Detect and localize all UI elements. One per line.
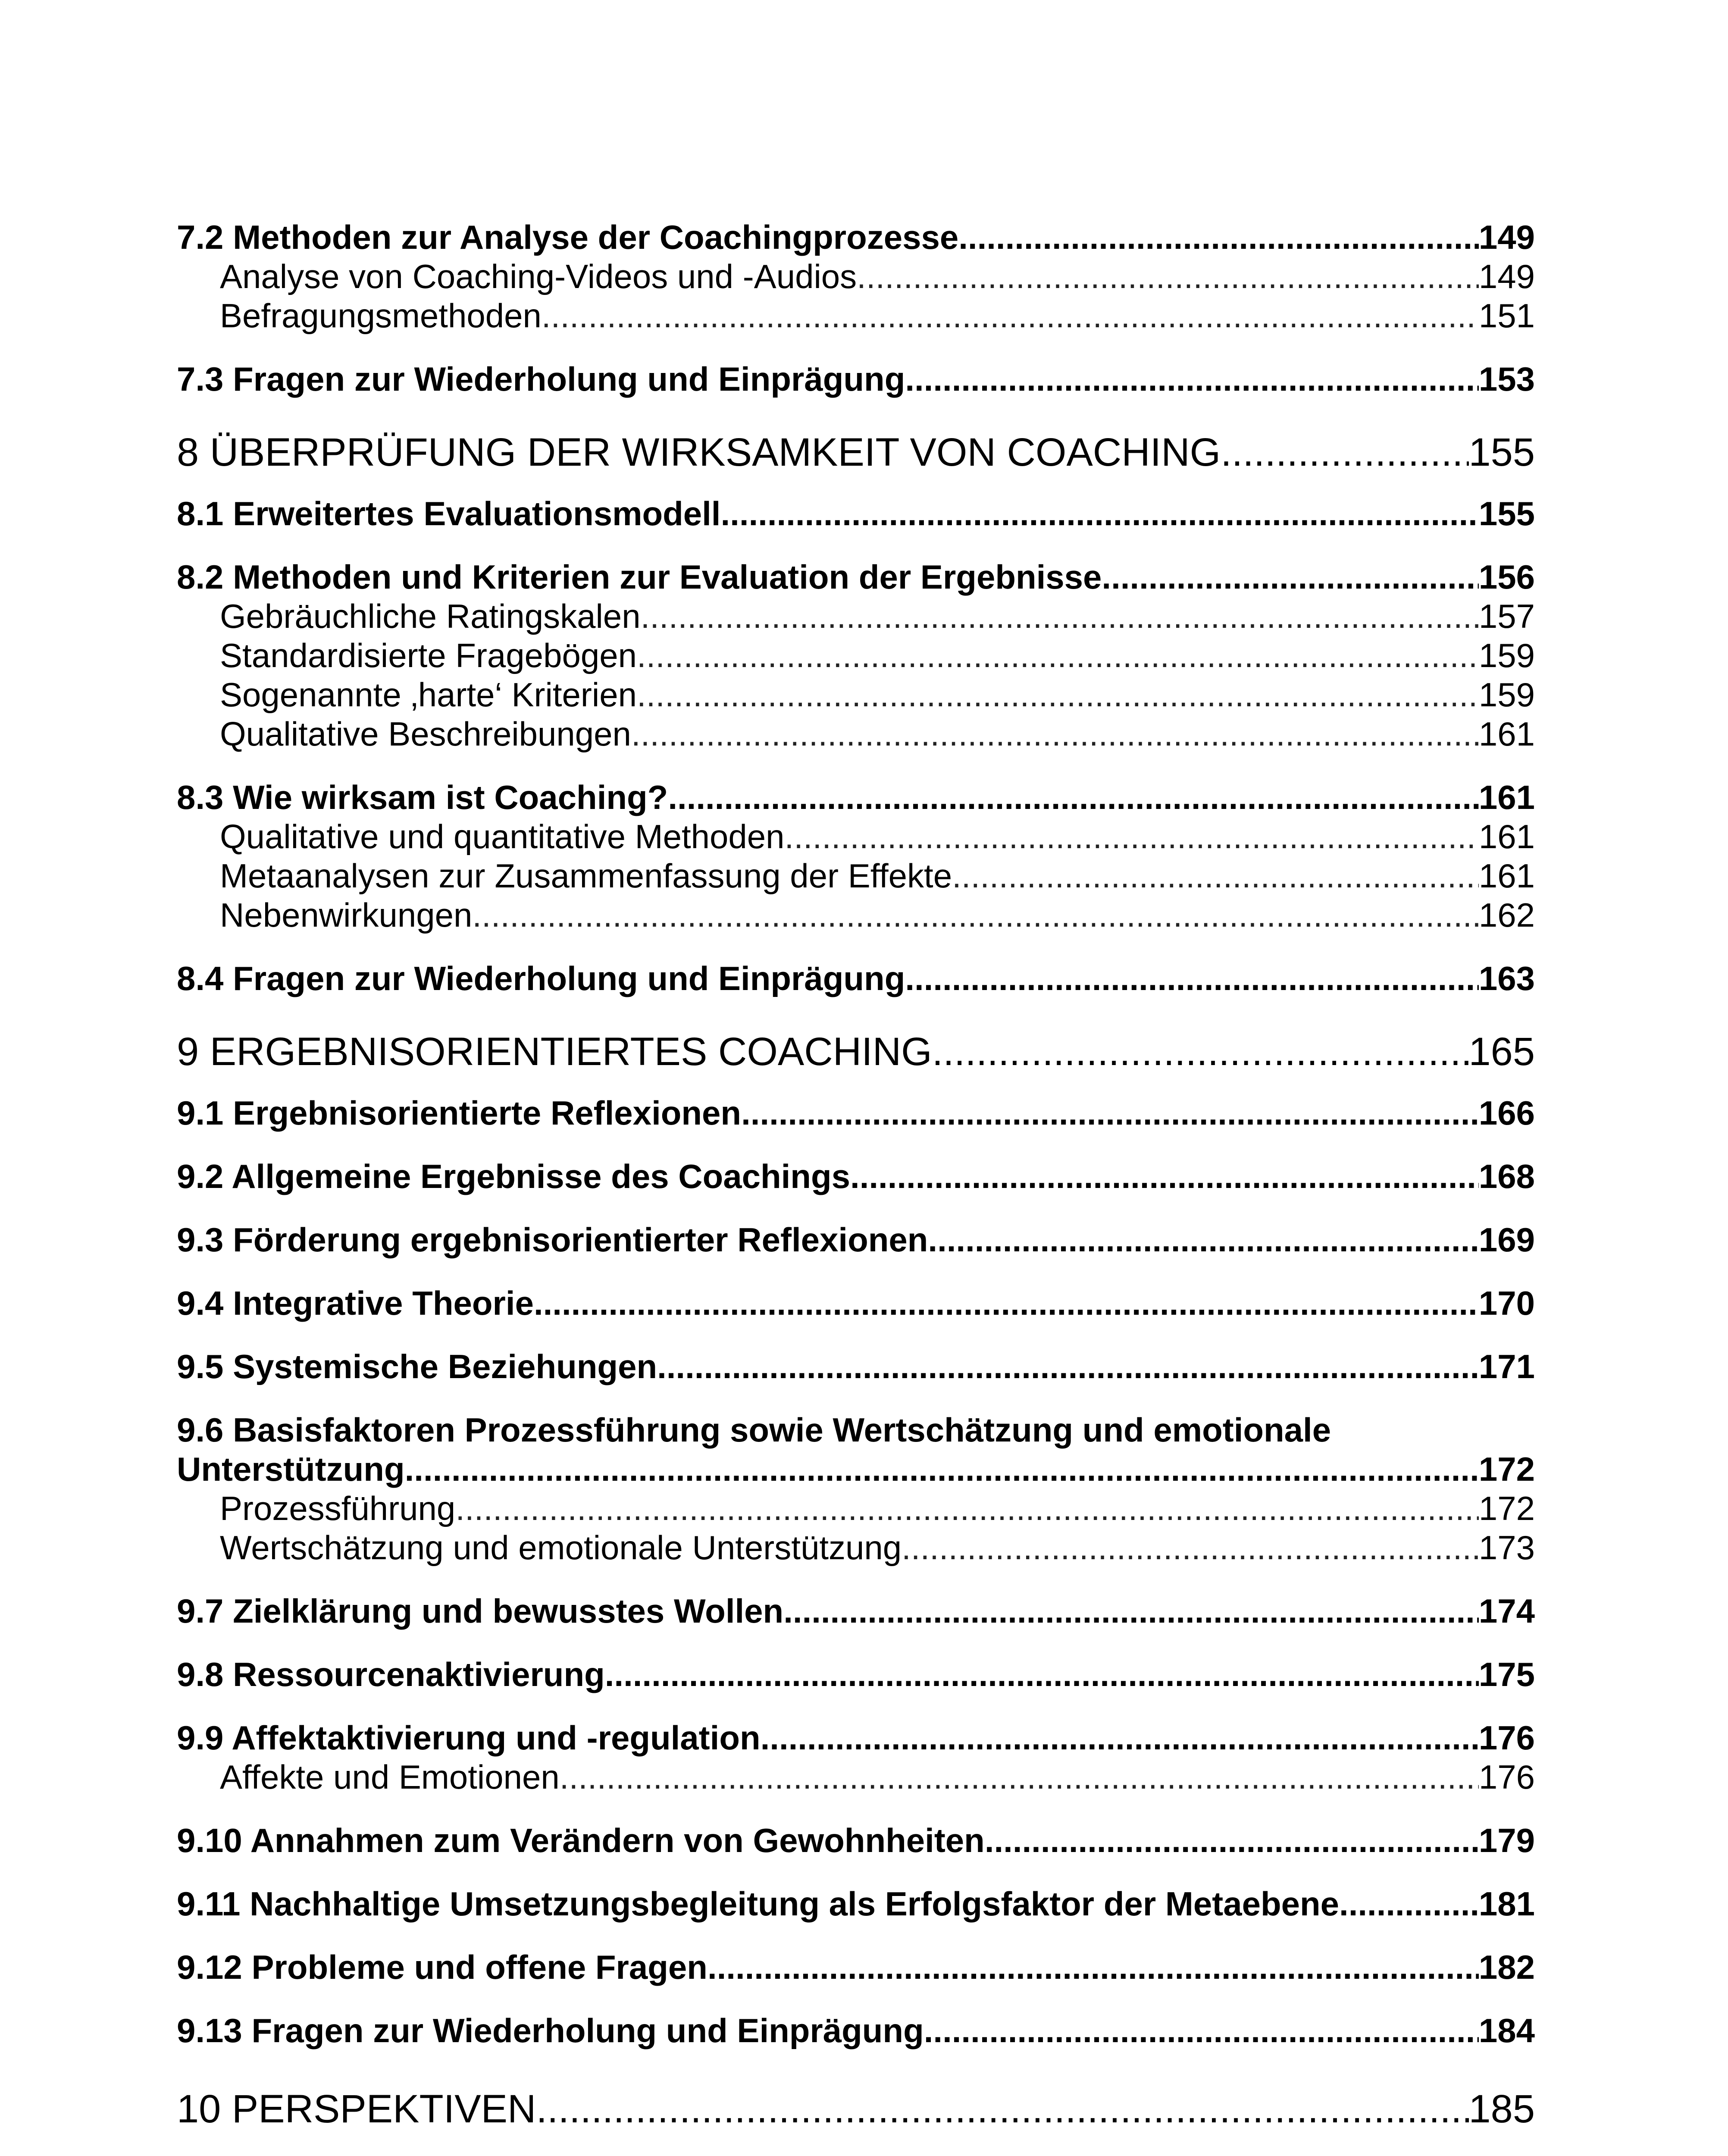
leader-dots	[932, 1029, 1469, 1075]
toc-entry-page: 176	[1478, 1719, 1535, 1757]
toc-subentry-title: Analyse von Coaching-Videos und -Audios	[220, 257, 857, 295]
toc-subentry-title: Befragungsmethoden	[220, 297, 542, 335]
toc-subentry-page: 161	[1478, 715, 1535, 753]
leader-dots	[741, 1094, 1479, 1133]
leader-dots	[785, 817, 1479, 856]
toc-subentry[interactable]	[177, 1758, 1535, 1797]
toc-entry[interactable]	[177, 1718, 1535, 1758]
leader-dots	[1221, 430, 1468, 475]
leader-dots	[952, 856, 1479, 896]
toc-entry-title: 7.3 Fragen zur Wiederholung und Einprägung	[177, 360, 905, 398]
toc-entry-page: 182	[1478, 1948, 1535, 1986]
toc-subentry-page: 161	[1478, 857, 1535, 895]
leader-dots	[1339, 1884, 1479, 1924]
leader-dots	[761, 1718, 1479, 1758]
toc-chapter-title: 10 PERSPEKTIVEN	[177, 2087, 536, 2131]
toc-entry[interactable]	[177, 218, 1535, 257]
toc-entry-title-line1: 9.6 Basisfaktoren Prozessführung sowie Wertschätzung und emotionale	[177, 1411, 1331, 1449]
toc-chapter[interactable]	[177, 1029, 1535, 1075]
toc-subentry-title: Affekte und Emotionen	[220, 1758, 560, 1796]
toc-subentry[interactable]	[177, 296, 1535, 335]
toc-entry[interactable]	[177, 1284, 1535, 1323]
leader-dots	[720, 494, 1478, 533]
leader-dots	[850, 1157, 1479, 1196]
toc-entry-page: 163	[1478, 959, 1535, 997]
toc-chapter-page: 165	[1468, 1030, 1535, 1074]
toc-subentry-title: Gebräuchliche Ratingskalen	[220, 597, 641, 635]
toc-entry-title: Unterstützung	[177, 1450, 405, 1488]
toc-entry-page: 153	[1478, 360, 1535, 398]
leader-dots	[1102, 558, 1478, 597]
leader-dots	[905, 360, 1479, 399]
toc-entry-title: 9.7 Zielklärung und bewusstes Wollen	[177, 1592, 784, 1630]
toc-entry-page: 170	[1478, 1284, 1535, 1322]
toc-subentry-page: 149	[1478, 257, 1535, 295]
toc-entry-title: 7.2 Methoden zur Analyse der Coachingprozesse	[177, 218, 959, 256]
toc-subentry-page: 176	[1478, 1758, 1535, 1796]
toc-entry[interactable]	[177, 1821, 1535, 1860]
toc-subentry-title: Sogenannte ‚harte‘ Kriterien	[220, 676, 637, 714]
toc-subentry-page: 173	[1478, 1529, 1535, 1567]
toc-entry-title: 8.3 Wie wirksam ist Coaching?	[177, 778, 668, 816]
toc-entry[interactable]	[177, 778, 1535, 817]
leader-dots	[668, 778, 1479, 817]
leader-dots	[905, 959, 1479, 998]
toc-entry[interactable]	[177, 1157, 1535, 1196]
toc-subentry-title: Nebenwirkungen	[220, 896, 473, 934]
leader-dots	[707, 1948, 1479, 1987]
leader-dots	[534, 1284, 1479, 1323]
toc-entry-title: 8.2 Methoden und Kriterien zur Evaluation der Ergebnisse	[177, 558, 1102, 596]
leader-dots	[641, 597, 1479, 636]
toc-subentry[interactable]	[177, 856, 1535, 896]
leader-dots	[455, 1489, 1479, 1528]
toc-entry-page: 184	[1478, 2012, 1535, 2049]
toc-subentry-page: 161	[1478, 818, 1535, 856]
toc-chapter-page: 185	[1468, 2087, 1535, 2131]
leader-dots	[631, 714, 1479, 754]
toc-subentry-page: 162	[1478, 896, 1535, 934]
leader-dots	[472, 896, 1478, 935]
toc-entry-title: 9.11 Nachhaltige Umsetzungsbegleitung als Erfolgsfaktor der Metaebene	[177, 1885, 1340, 1923]
leader-dots	[405, 1450, 1479, 1489]
toc-entry-page: 161	[1478, 778, 1535, 816]
toc-subentry-page: 172	[1478, 1489, 1535, 1527]
toc-subentry[interactable]	[177, 257, 1535, 296]
toc-subentry-title: Qualitative Beschreibungen	[220, 715, 631, 753]
toc-entry-page: 181	[1478, 1885, 1535, 1923]
toc-entry[interactable]	[177, 558, 1535, 597]
toc-entry[interactable]	[177, 1094, 1535, 1133]
toc-subentry-page: 151	[1478, 297, 1535, 335]
toc-entry-page: 155	[1478, 495, 1535, 533]
toc-subentry[interactable]	[177, 675, 1535, 714]
toc-chapter-title: 8 ÜBERPRÜFUNG DER WIRKSAMKEIT VON COACHING	[177, 430, 1221, 474]
leader-dots	[928, 1220, 1478, 1260]
toc-entry-title: 9.8 Ressourcenaktivierung	[177, 1655, 605, 1693]
leader-dots	[637, 675, 1479, 714]
leader-dots	[637, 636, 1479, 675]
leader-dots	[605, 1655, 1479, 1694]
toc-entry-page: 166	[1478, 1094, 1535, 1132]
toc-entry-page: 174	[1478, 1592, 1535, 1630]
toc-subentry-title: Standardisierte Fragebögen	[220, 636, 637, 674]
toc-chapter[interactable]	[177, 2087, 1535, 2132]
toc-subentry[interactable]	[177, 714, 1535, 754]
toc-entry-title: 9.9 Affektaktivierung und -regulation	[177, 1719, 761, 1757]
toc-entry-page: 172	[1478, 1450, 1535, 1488]
leader-dots	[560, 1758, 1479, 1797]
toc-subentry[interactable]	[177, 597, 1535, 636]
toc-entry-page: 156	[1478, 558, 1535, 596]
toc-entry-title: 9.12 Probleme und offene Fragen	[177, 1948, 707, 1986]
toc-chapter-title: 9 ERGEBNISORIENTIERTES COACHING	[177, 1030, 932, 1074]
leader-dots	[958, 218, 1479, 257]
table-of-contents	[177, 218, 1535, 2132]
toc-entry-title: 9.3 Förderung ergebnisorientierter Reflexionen	[177, 1221, 928, 1259]
toc-subentry[interactable]	[177, 817, 1535, 856]
toc-entry-title: 8.1 Erweitertes Evaluationsmodell	[177, 495, 721, 533]
toc-entry-title: 8.4 Fragen zur Wiederholung und Einprägung	[177, 959, 905, 997]
leader-dots	[985, 1821, 1479, 1860]
toc-subentry[interactable]	[177, 896, 1535, 935]
leader-dots	[783, 1592, 1479, 1631]
toc-entry-title: 9.4 Integrative Theorie	[177, 1284, 534, 1322]
toc-entry[interactable]	[177, 1948, 1535, 1987]
toc-entry-title: 9.2 Allgemeine Ergebnisse des Coachings	[177, 1157, 850, 1195]
toc-entry[interactable]	[177, 1220, 1535, 1260]
toc-entry-page: 149	[1478, 218, 1535, 256]
toc-entry-line2	[177, 1450, 1535, 1489]
toc-entry[interactable]	[177, 1347, 1535, 1386]
toc-subentry[interactable]	[177, 1489, 1535, 1528]
toc-subentry-title: Qualitative und quantitative Methoden	[220, 818, 785, 856]
leader-dots	[902, 1528, 1479, 1567]
toc-subentry-title: Prozessführung	[220, 1489, 456, 1527]
toc-entry-page: 175	[1478, 1655, 1535, 1693]
toc-entry-page: 171	[1478, 1348, 1535, 1385]
toc-subentry[interactable]	[177, 636, 1535, 675]
toc-entry-page: 179	[1478, 1821, 1535, 1859]
toc-chapter-page: 155	[1468, 430, 1535, 474]
toc-entry[interactable]	[177, 1592, 1535, 1631]
toc-entry[interactable]	[177, 1655, 1535, 1694]
toc-entry-title: 9.13 Fragen zur Wiederholung und Einprägung	[177, 2012, 924, 2049]
leader-dots	[924, 2011, 1479, 2050]
leader-dots	[542, 296, 1479, 335]
toc-entry[interactable]	[177, 1884, 1535, 1924]
leader-dots	[657, 1347, 1479, 1386]
toc-entry-page: 168	[1478, 1157, 1535, 1195]
toc-entry-multiline[interactable]	[177, 1410, 1535, 1489]
toc-entry[interactable]	[177, 959, 1535, 998]
toc-entry-title: 9.10 Annahmen zum Verändern von Gewohnheiten	[177, 1821, 985, 1859]
toc-subentry-page: 159	[1478, 676, 1535, 714]
toc-entry-page: 169	[1478, 1221, 1535, 1259]
toc-entry[interactable]	[177, 2011, 1535, 2050]
leader-dots	[536, 2087, 1468, 2132]
toc-entry[interactable]	[177, 360, 1535, 399]
toc-entry-title: 9.1 Ergebnisorientierte Reflexionen	[177, 1094, 742, 1132]
toc-chapter[interactable]	[177, 430, 1535, 475]
toc-subentry-page: 159	[1478, 636, 1535, 674]
toc-subentry-page: 157	[1478, 597, 1535, 635]
toc-entry-title: 9.5 Systemische Beziehungen	[177, 1348, 657, 1385]
leader-dots	[857, 257, 1479, 296]
toc-subentry[interactable]	[177, 1528, 1535, 1567]
toc-subentry-title: Wertschätzung und emotionale Unterstützung	[220, 1529, 902, 1567]
toc-entry[interactable]	[177, 494, 1535, 533]
toc-subentry-title: Metaanalysen zur Zusammenfassung der Effekte	[220, 857, 952, 895]
